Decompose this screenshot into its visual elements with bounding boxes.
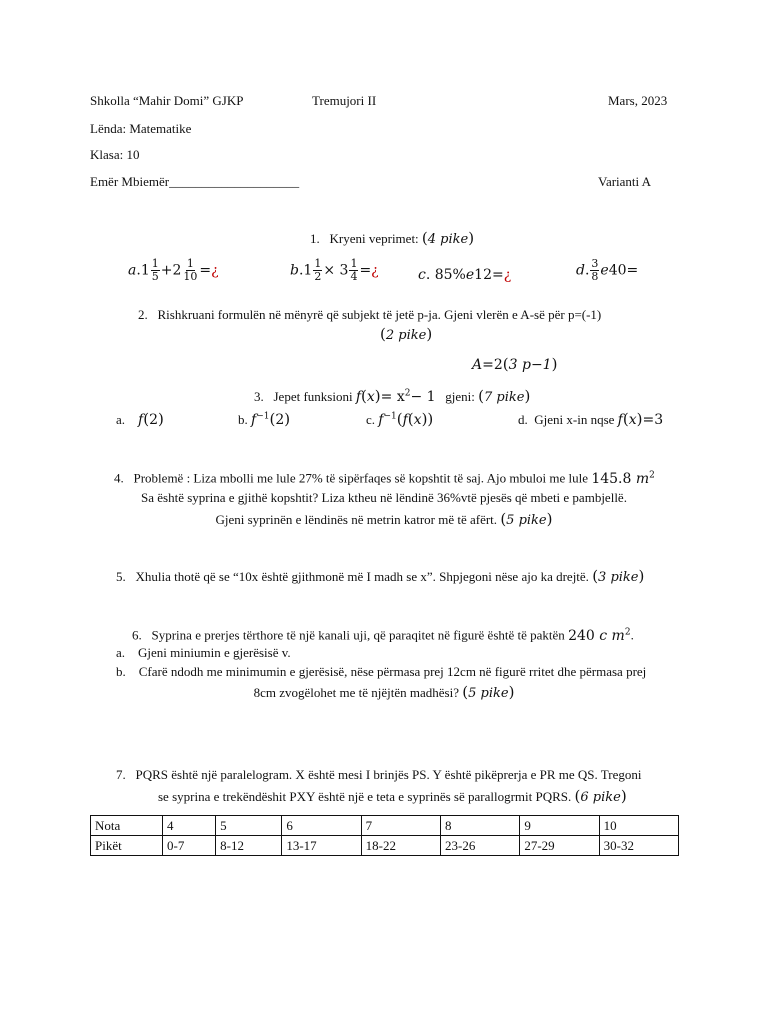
table-cell: 8-12 — [216, 836, 282, 856]
variant: Varianti A — [598, 174, 652, 189]
table-cell: 23-26 — [440, 836, 519, 856]
subject: Lënda: Matematike — [90, 121, 192, 136]
table-cell: 27-29 — [520, 836, 599, 856]
q6-part-b-cont: 8cm zvogëlohet me të njëjtën madhësi? (5 pike) — [253, 683, 515, 701]
table-cell: 8 — [440, 816, 519, 836]
q1-part-c: c. 85%e12=¿ — [418, 267, 512, 283]
q6-part-a: a. Gjeni miniumin e gjerësisë v. — [116, 645, 291, 660]
q3-part-a: a. f(2) — [116, 410, 164, 428]
table-cell: 30-32 — [599, 836, 678, 856]
table-cell: 18-22 — [361, 836, 440, 856]
q6-text: 6. Syprina e prerjes tërthore të një kanali uji, që paraqitet në figurë është të paktën 240 c $m^2$. — [132, 627, 634, 644]
q1-part-d: d. $\frac{3}{8}$ e40= — [576, 257, 639, 283]
table-cell: 5 — [216, 816, 282, 836]
q7-line1: 7. PQRS është një paralelogram. X është mesi I brinjës PS. Y është pikëprerja e PR me QS. Tregoni — [116, 767, 642, 782]
q1-title: 1. Kryeni veprimet: (4 pike) — [310, 229, 475, 247]
exam-date: Mars, 2023 — [608, 93, 668, 108]
q2-points: (2 pike) — [380, 325, 433, 343]
q3-part-d: d. Gjeni x-in nqse f(x)=3 — [518, 410, 664, 428]
grade-table — [90, 815, 679, 856]
q1-part-a: a.1 $\frac{1}{5}$ +2 $\frac{1}{10}$ =¿ — [128, 257, 219, 283]
q2-formula: A=2(3 p−1) — [472, 355, 558, 373]
q4-line2: Sa është syprina e gjithë kopshtit? Liza ktheu në lëndinë 36%vtë pjesës që mbeti e pambjellë. — [141, 490, 627, 505]
q3-title: 3. Jepet funksioni $f(x)= x^2- 1$ gjeni: (7 pike) — [254, 387, 531, 405]
name-label: Emër Mbiemër — [90, 174, 170, 189]
q3-part-b: b. $f^{-1}(2)$ — [238, 410, 291, 428]
table-row — [91, 836, 679, 856]
row-label-piket: Pikët — [91, 836, 163, 856]
q5-text: 5. Xhulia thotë që se “10x është gjithmonë më I madh se x”. Shpjegoni nëse ajo ka drejtë. (3 pike) — [116, 567, 645, 585]
q4-line3: Gjeni syprinën e lëndinës në metrin katror më të afërt. (5 pike) — [215, 510, 553, 528]
table-cell: 4 — [163, 816, 216, 836]
q2-text: 2. Rishkruani formulën në mënyrë që subjekt të jetë p-ja. Gjeni vlerën e A-së për p=(-1) — [138, 307, 602, 322]
q4-line1: 4. Problemë : Liza mbolli me lule 27% të sipërfaqes së kopshtit të saj. Ajo mbuloi me lule 145.8 $m^2$ — [114, 470, 655, 487]
student-name-field[interactable] — [90, 174, 299, 190]
table-cell: 9 — [520, 816, 599, 836]
q7-line2: se syprina e trekëndëshit PXY është një e teta e syprinës së parallogrmit PQRS. (6 pike) — [158, 787, 627, 805]
q3-part-c: c. $f^{-1}(f(x))$ — [366, 410, 434, 428]
table-row — [91, 816, 679, 836]
class: Klasa: 10 — [90, 147, 140, 162]
table-cell: 6 — [282, 816, 361, 836]
school-name: Shkolla “Mahir Domi” GJKP — [90, 93, 244, 108]
q1-part-b: b.1 $\frac{1}{2}$ × 3 $\frac{1}{4}$ =¿ — [290, 257, 379, 283]
row-label-nota: Nota — [91, 816, 163, 836]
table-cell: 7 — [361, 816, 440, 836]
table-cell: 13-17 — [282, 836, 361, 856]
table-cell: 0-7 — [163, 836, 216, 856]
name-blank: ____________________ — [169, 174, 300, 189]
table-cell: 10 — [599, 816, 678, 836]
term: Tremujori II — [312, 93, 377, 108]
q6-part-b: b. Cfarë ndodh me minimumin e gjerësisë, nëse përmasa prej 12cm në figurë rritet dhe përmasa prej — [116, 664, 647, 679]
